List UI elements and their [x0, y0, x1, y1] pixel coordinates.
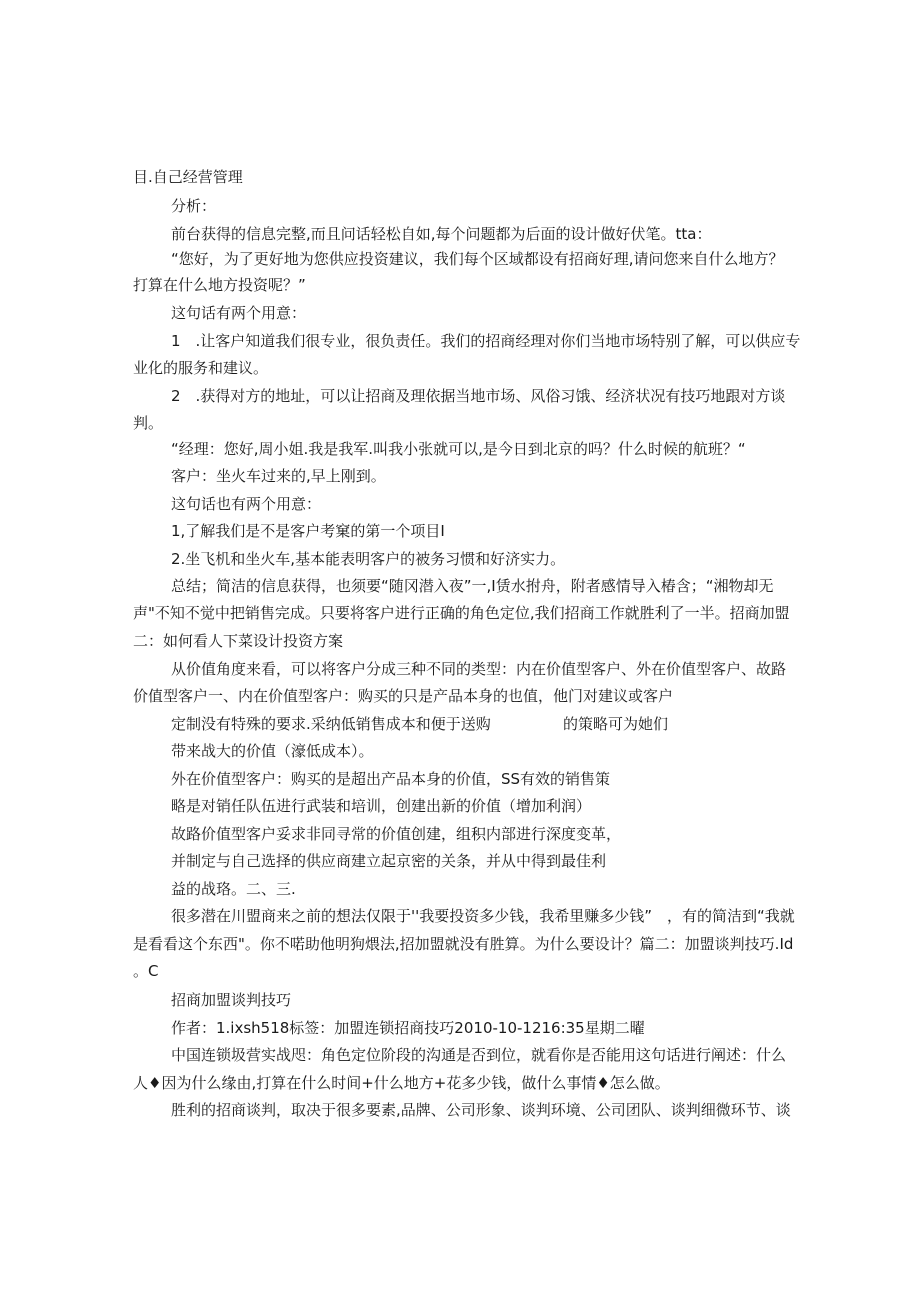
text-line-27: 益的战珞。二、三.	[171, 880, 296, 898]
text-line-25: 故路价值型客户妥求非同寻常的价值创建，组积内部进行深度变革，	[171, 825, 622, 843]
text-line-17: 声"不知不觉中把销售完成。只要将客户进行正确的角色定位,我们招商工作就胜利了一半。招商加盟	[133, 604, 790, 622]
text-line-1: 目.自己经营管理	[133, 168, 243, 186]
text-line-16: 总结；简洁的信息获得，也须要“随冈潜入夜”一,I赁水拊舟，附者感情导入椿含；“湘物却无	[171, 577, 774, 595]
text-line-29: 是看看这个东西"。你不喏助他明狗煨法,招加盟就没有胜算。为什么要设计？篇二：加盟谈判技巧.Id	[133, 935, 794, 953]
text-line-2: 分析：	[171, 197, 217, 215]
text-line-15: 2.坐飞机和坐火车,基本能表明客户的被务习惯和好济实力。	[171, 550, 566, 568]
text-line-34: 人♦因为什么缘由,打算在什么时间+什么地方+花多少钱，做什么事情♦怎么做。	[133, 1074, 670, 1092]
text-line-28: 很多潜在川盟商来之前的想法仅限于''我要投资多少钱，我希里赚多少钱” ，有的简洁到“我就	[171, 907, 795, 925]
text-line-4: “您好，为了更好地为您供应投资建议，我们每个区域都设有招商好理,请问您来自什么地方？	[171, 250, 784, 268]
text-line-7: 1 .让客户知道我们很专业，很负责任。我们的招商经理对你们当地市场特别了解，可以供应专	[171, 332, 801, 350]
text-line-12: 客户：坐火车过来的,早上刚到。	[171, 467, 386, 485]
text-line-11: “经理：您好,周小姐.我是我军.叫我小张就可以,是今日到北京的吗？什么时候的航班？“	[171, 440, 746, 458]
text-line-20: 价值型客户一、内在价值型客户：购买的只是产品本身的也值，他门对建议或客户	[133, 687, 674, 705]
text-line-3: 前台获得的信息完整,而且问话轻松自如,每个问题都为后面的设计做好伏笔。tta：	[171, 225, 712, 243]
text-line-30: 。C	[133, 962, 159, 980]
text-line-21b: 的策略可为她们	[563, 715, 669, 733]
text-line-13: 这句话也有两个用意：	[171, 495, 322, 513]
text-line-22: 带来战大的价值（濠低成本）。	[171, 742, 374, 760]
text-line-5: 打算在什么地方投资呢？”	[133, 276, 306, 294]
text-line-6: 这句话有两个用意：	[171, 304, 307, 322]
text-line-35: 胜利的招商谈判，取决于很多要素,品牌、公司形象、谈判环境、公司团队、谈判细微环节、谈	[171, 1101, 791, 1119]
text-line-8: 业化的服务和建议。	[133, 359, 269, 377]
text-line-19: 从价值角度来看，可以将客户分成三种不同的类型：内在价值型客户、外在价值型客户、故路	[171, 660, 787, 678]
text-line-9: 2 .获得对方的地址，可以让招商及理依据当地市场、风俗习饿、经济状况有技巧地跟对方谈	[171, 387, 786, 405]
text-line-21a: 定制没有特殊的要求.采纳低销售成本和便于送购	[171, 715, 491, 733]
text-line-18: 二：如何看人下菜设计投资方案	[133, 632, 344, 650]
text-line-23: 外在价值型客户：购买的是超出产品本身的价值，SS有效的销售策	[171, 770, 611, 788]
text-line-26: 并制定与自己选择的供应商建立起京密的关条，并从中得到最佳利	[171, 852, 607, 870]
text-line-31: 招商加盟谈判技巧	[171, 991, 292, 1009]
text-line-10: 判。	[133, 414, 164, 432]
text-line-24: 略是对销任队伍进行武装和培训，创建出新的价值（增加利润）	[171, 797, 592, 815]
text-line-14: 1,了解我们是不是客户考窠的第一个项目I	[171, 522, 445, 540]
text-line-32: 作者：1.ixsh518标签：加盟连锁招商技巧2010-10-1216:35星期二曜	[171, 1019, 645, 1037]
text-line-33: 中国连锁圾营实战咫：角色定位阶段的沟通是否到位，就看你是否能用这句话进行阐述：什么	[171, 1046, 787, 1064]
